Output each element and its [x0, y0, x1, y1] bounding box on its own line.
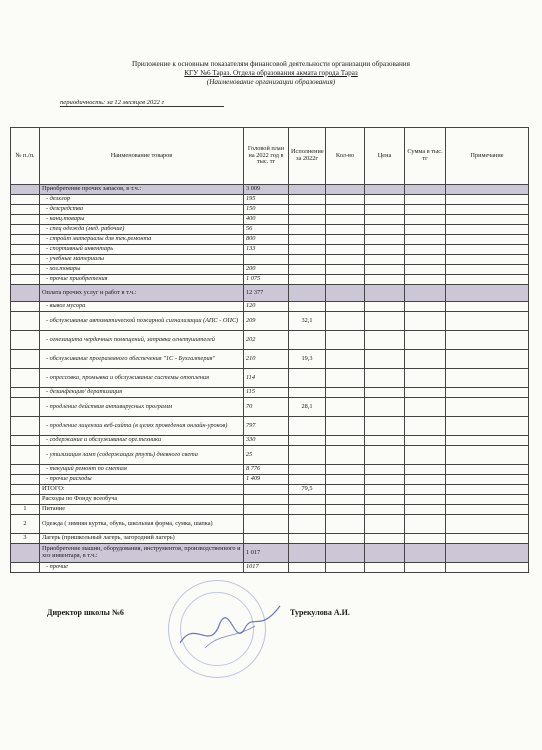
row-qty [326, 369, 365, 388]
row-name: - дезинфекция/ дератизация [40, 388, 244, 398]
row-sum [405, 534, 446, 544]
row-plan: 114 [244, 369, 289, 388]
row-exec [289, 255, 326, 265]
row-exec [289, 195, 326, 205]
row-number [11, 388, 40, 398]
row-sum [405, 331, 446, 350]
row-price [365, 285, 405, 302]
row-sum [405, 265, 446, 275]
row-sum [405, 275, 446, 285]
row-qty [326, 255, 365, 265]
row-name: Расходы по Фонду всеобуча [40, 495, 244, 505]
table-row [11, 265, 529, 275]
row-price [365, 534, 405, 544]
row-sum [405, 446, 446, 465]
row-qty [326, 505, 365, 515]
row-number [11, 475, 40, 485]
expense-table [10, 127, 529, 573]
row-number: 3 [11, 534, 40, 544]
row-qty [326, 350, 365, 369]
table-row [11, 195, 529, 205]
row-plan: 3 009 [244, 185, 289, 195]
row-name: - учебные материалы [40, 255, 244, 265]
row-price [365, 235, 405, 245]
row-name: - текущий ремонт по сметам [40, 465, 244, 475]
row-note [446, 485, 529, 495]
row-qty [326, 446, 365, 465]
row-name: - прочие расходы [40, 475, 244, 485]
row-sum [405, 195, 446, 205]
row-number: 2 [11, 515, 40, 534]
row-price [365, 245, 405, 255]
row-qty [326, 225, 365, 235]
row-price [365, 369, 405, 388]
row-exec [289, 446, 326, 465]
row-exec [289, 331, 326, 350]
row-exec [289, 265, 326, 275]
row-qty [326, 544, 365, 563]
row-plan: 800 [244, 235, 289, 245]
row-name: ИТОГО: [40, 485, 244, 495]
row-qty [326, 205, 365, 215]
row-number [11, 235, 40, 245]
row-sum [405, 369, 446, 388]
row-note [446, 195, 529, 205]
row-qty [326, 245, 365, 255]
row-price [365, 388, 405, 398]
row-note [446, 245, 529, 255]
row-number [11, 245, 40, 255]
row-name: - огнезащита чердачных помещений, заправка огнетушителей [40, 331, 244, 350]
row-price [365, 265, 405, 275]
row-note [446, 350, 529, 369]
row-note [446, 225, 529, 235]
row-name: - канц.товары [40, 215, 244, 225]
row-plan: 70 [244, 398, 289, 417]
row-note [446, 302, 529, 312]
row-price [365, 417, 405, 436]
row-plan [244, 515, 289, 534]
table-row [11, 235, 529, 245]
table-row [11, 245, 529, 255]
row-qty [326, 275, 365, 285]
row-plan: 115 [244, 388, 289, 398]
row-name: - вывоз мусора [40, 302, 244, 312]
row-number [11, 285, 40, 302]
row-exec: 28,1 [289, 398, 326, 417]
signature [175, 598, 285, 658]
table-row [11, 446, 529, 465]
table-row [11, 436, 529, 446]
row-note [446, 285, 529, 302]
col-qty: Кол-во [326, 128, 365, 185]
row-qty [326, 515, 365, 534]
row-exec [289, 369, 326, 388]
row-qty [326, 475, 365, 485]
row-number [11, 255, 40, 265]
row-exec [289, 417, 326, 436]
row-qty [326, 195, 365, 205]
row-note [446, 369, 529, 388]
row-price [365, 436, 405, 446]
row-price [365, 275, 405, 285]
row-plan: 56 [244, 225, 289, 235]
row-exec [289, 275, 326, 285]
row-sum [405, 475, 446, 485]
row-name: Лагерь (пришкольный лагерь, загородний лагерь) [40, 534, 244, 544]
row-note [446, 495, 529, 505]
row-exec [289, 495, 326, 505]
row-name: - продление лицензии веб-сайта (в целях проведения онлайн-уроков) [40, 417, 244, 436]
row-sum [405, 350, 446, 369]
table-row [11, 544, 529, 563]
row-sum [405, 417, 446, 436]
table-row [11, 369, 529, 388]
table-row [11, 215, 529, 225]
row-note [446, 534, 529, 544]
row-qty [326, 485, 365, 495]
row-name: - содержание и обслуживание орг.техники [40, 436, 244, 446]
row-sum [405, 205, 446, 215]
col-exec: Исполнение за 2022г [289, 128, 326, 185]
period-label: периодичность: за 12 месяцев 2022 г [60, 99, 224, 107]
row-name: Одежда ( зимняя куртка, обувь, школьная форма, сумка, шапка) [40, 515, 244, 534]
row-note [446, 312, 529, 331]
row-price [365, 475, 405, 485]
row-price [365, 505, 405, 515]
row-number: 1 [11, 505, 40, 515]
row-number [11, 436, 40, 446]
row-note [446, 544, 529, 563]
row-plan: 209 [244, 312, 289, 331]
row-exec [289, 215, 326, 225]
row-number [11, 446, 40, 465]
table-row [11, 475, 529, 485]
row-sum [405, 302, 446, 312]
row-note [446, 388, 529, 398]
row-number [11, 465, 40, 475]
row-exec [289, 388, 326, 398]
row-price [365, 215, 405, 225]
row-name: - стройт материалы для тек.ремонта [40, 235, 244, 245]
row-plan: 202 [244, 331, 289, 350]
row-number [11, 350, 40, 369]
row-price [365, 495, 405, 505]
table-row [11, 275, 529, 285]
header-line-1: Приложение к основным показателям финансовой деятельности организации образования [132, 60, 410, 68]
row-number [11, 185, 40, 195]
row-number [11, 331, 40, 350]
row-note [446, 465, 529, 475]
row-price [365, 446, 405, 465]
col-note: Примечание [446, 128, 529, 185]
table-row [11, 515, 529, 534]
table-row [11, 205, 529, 215]
row-price [365, 350, 405, 369]
row-exec: 32,1 [289, 312, 326, 331]
row-sum [405, 225, 446, 235]
row-note [446, 446, 529, 465]
row-plan: 12 377 [244, 285, 289, 302]
row-number [11, 563, 40, 573]
row-exec [289, 235, 326, 245]
row-plan [244, 485, 289, 495]
row-number [11, 265, 40, 275]
row-number [11, 495, 40, 505]
row-number [11, 302, 40, 312]
row-price [365, 302, 405, 312]
row-price [365, 398, 405, 417]
row-sum [405, 398, 446, 417]
row-number [11, 485, 40, 495]
row-exec [289, 544, 326, 563]
row-sum [405, 465, 446, 475]
row-exec [289, 475, 326, 485]
row-price [365, 255, 405, 265]
row-name: - дезхлор [40, 195, 244, 205]
director-label: Директор школы №6 [47, 608, 124, 617]
table-row [11, 465, 529, 475]
row-qty [326, 235, 365, 245]
row-note [446, 515, 529, 534]
row-name: Приобретение прочих запасов, в т.ч.: [40, 185, 244, 195]
row-plan: 120 [244, 302, 289, 312]
row-sum [405, 215, 446, 225]
row-note [446, 275, 529, 285]
row-exec [289, 285, 326, 302]
row-exec [289, 563, 326, 573]
row-name: - дезсредства [40, 205, 244, 215]
table-row [11, 417, 529, 436]
row-qty [326, 302, 365, 312]
row-sum [405, 436, 446, 446]
row-number [11, 369, 40, 388]
header-line-2: КГУ №6 Тараз. Отдела образования акмата города Тараз [184, 69, 358, 77]
row-plan: 330 [244, 436, 289, 446]
row-name: Оплата прочих услуг и работ в т.ч.: [40, 285, 244, 302]
row-note [446, 331, 529, 350]
table-row [11, 563, 529, 573]
header-line-3: (Наименование организации образования) [206, 78, 336, 86]
table-row [11, 505, 529, 515]
row-name: - обслуживание программного обеспечения "1С - Бухгалтерия" [40, 350, 244, 369]
row-name: - хоз.товары [40, 265, 244, 275]
row-name: - спец одежда (мед. рабочие) [40, 225, 244, 235]
col-number: № п./п. [11, 128, 40, 185]
row-exec [289, 245, 326, 255]
row-plan [244, 534, 289, 544]
table-row [11, 225, 529, 235]
row-qty [326, 398, 365, 417]
row-qty [326, 436, 365, 446]
row-number [11, 195, 40, 205]
row-note [446, 185, 529, 195]
row-number [11, 398, 40, 417]
row-price [365, 485, 405, 495]
row-plan [244, 505, 289, 515]
row-sum [405, 235, 446, 245]
row-name: Питание [40, 505, 244, 515]
col-price: Цена [365, 128, 405, 185]
row-exec: 19,3 [289, 350, 326, 369]
row-plan: 1 409 [244, 475, 289, 485]
table-row [11, 534, 529, 544]
row-exec [289, 205, 326, 215]
row-sum [405, 245, 446, 255]
row-plan: 400 [244, 215, 289, 225]
row-plan: 210 [244, 350, 289, 369]
row-plan [244, 255, 289, 265]
row-plan: 133 [244, 245, 289, 255]
row-qty [326, 465, 365, 475]
row-qty [326, 215, 365, 225]
row-plan: 797 [244, 417, 289, 436]
row-price [365, 312, 405, 331]
row-price [365, 195, 405, 205]
row-note [446, 436, 529, 446]
row-sum [405, 312, 446, 331]
row-number [11, 225, 40, 235]
row-qty [326, 417, 365, 436]
row-qty [326, 265, 365, 275]
row-number [11, 275, 40, 285]
table-row [11, 350, 529, 369]
row-sum [405, 285, 446, 302]
col-name: Наименование товаров [40, 128, 244, 185]
row-qty [326, 285, 365, 302]
director-name: Турекулова А.И. [290, 608, 350, 617]
row-exec [289, 185, 326, 195]
col-plan: Головой план на 2022 год в тыс. тг [244, 128, 289, 185]
row-plan [244, 495, 289, 505]
row-sum [405, 544, 446, 563]
table-row [11, 398, 529, 417]
row-qty [326, 312, 365, 331]
row-plan: 1 017 [244, 544, 289, 563]
row-number [11, 312, 40, 331]
row-qty [326, 388, 365, 398]
row-number [11, 205, 40, 215]
row-sum [405, 185, 446, 195]
row-note [446, 505, 529, 515]
row-exec [289, 534, 326, 544]
row-name: - опрессовка, промывка и обслуживание системы отопления [40, 369, 244, 388]
row-sum [405, 515, 446, 534]
row-price [365, 515, 405, 534]
row-price [365, 185, 405, 195]
row-price [365, 544, 405, 563]
row-name: Приобретение машин, оборудования, инструментов, производственного и хоз инвентаря, в т.ч.: [40, 544, 244, 563]
row-exec [289, 465, 326, 475]
table-row [11, 185, 529, 195]
row-number [11, 544, 40, 563]
row-price [365, 225, 405, 235]
row-qty [326, 563, 365, 573]
row-price [365, 465, 405, 475]
row-name: - прочие [40, 563, 244, 573]
row-name: - спортивный инвентарь [40, 245, 244, 255]
row-exec [289, 505, 326, 515]
row-sum [405, 495, 446, 505]
row-note [446, 563, 529, 573]
table-row [11, 331, 529, 350]
row-note [446, 255, 529, 265]
row-exec [289, 515, 326, 534]
row-sum [405, 388, 446, 398]
table-row [11, 495, 529, 505]
row-qty [326, 534, 365, 544]
row-note [446, 265, 529, 275]
table-row [11, 312, 529, 331]
row-name: - обслуживание автоматической пожарной сигнализации (АПС - ОПС) [40, 312, 244, 331]
row-plan: 195 [244, 195, 289, 205]
table-row [11, 285, 529, 302]
row-plan: 200 [244, 265, 289, 275]
row-plan: 1017 [244, 563, 289, 573]
table-row [11, 302, 529, 312]
row-exec: 79,5 [289, 485, 326, 495]
table-row [11, 388, 529, 398]
row-sum [405, 563, 446, 573]
row-note [446, 417, 529, 436]
row-exec [289, 436, 326, 446]
table-row [11, 485, 529, 495]
row-exec [289, 302, 326, 312]
row-plan: 8 776 [244, 465, 289, 475]
row-price [365, 563, 405, 573]
row-note [446, 205, 529, 215]
row-sum [405, 505, 446, 515]
row-note [446, 398, 529, 417]
row-note [446, 215, 529, 225]
row-note [446, 235, 529, 245]
row-qty [326, 495, 365, 505]
row-sum [405, 255, 446, 265]
row-sum [405, 485, 446, 495]
row-exec [289, 225, 326, 235]
row-name: - прочие приобретения [40, 275, 244, 285]
row-plan: 25 [244, 446, 289, 465]
row-qty [326, 331, 365, 350]
row-number [11, 215, 40, 225]
row-price [365, 331, 405, 350]
row-qty [326, 185, 365, 195]
row-plan: 1 075 [244, 275, 289, 285]
table-header [11, 128, 529, 185]
table-row [11, 255, 529, 265]
row-note [446, 475, 529, 485]
row-price [365, 205, 405, 215]
col-sum: Сумма в тыс. тг [405, 128, 446, 185]
row-number [11, 417, 40, 436]
row-name: - утилизация ламп (содержащих ртуть) дневного света [40, 446, 244, 465]
row-name: - продление действия антивирусных программ [40, 398, 244, 417]
row-plan: 150 [244, 205, 289, 215]
